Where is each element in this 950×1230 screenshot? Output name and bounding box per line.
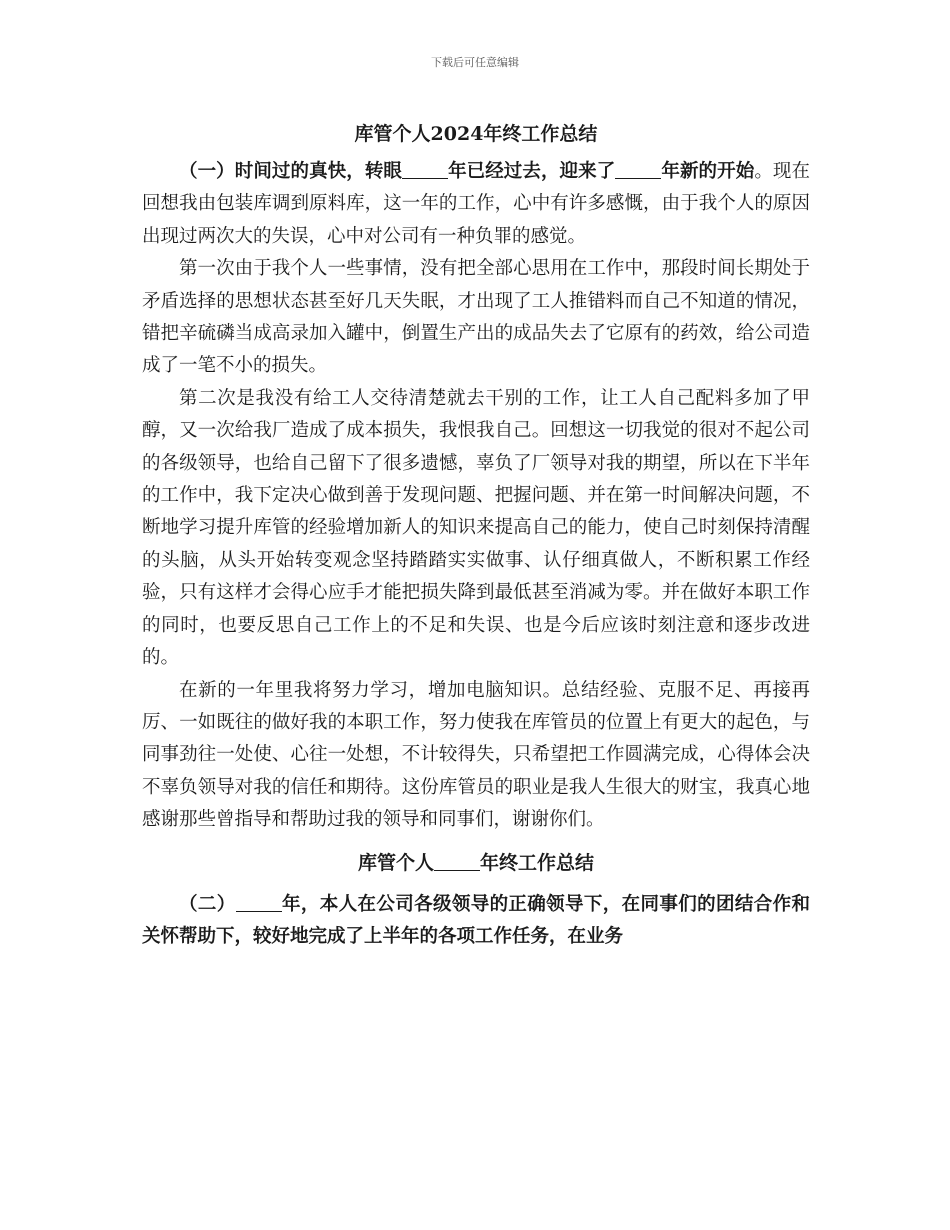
section2-paragraph-1: [142, 889, 810, 954]
blank-underline: [615, 160, 661, 179]
section2-body: 年，本人在公司各级领导的正确领导下，在同事们的团结合作和关怀帮助下，较好地完成了上半年的各项工作任务，在业务: [142, 893, 810, 947]
section1-paragraph-2: 第一次由于我个人一些事情，没有把全部心思用在工作中，那段时间长期处于矛盾选择的思想状态甚至好几天失眠，才出现了工人推错料而自己不知道的情况，错把辛硫磷当成高录加入罐中，倒置生产出的成品失去了它原有的药效，给公司造成了一笔不小的损失。: [142, 258, 810, 377]
intro-bold-a: （一）时间过的真快，转眼: [179, 161, 402, 182]
intro-rest: 。现在回想我由包装库调到原料库，这一年的工作，心中有许多感慨，由于我个人的原因出现过两次大的失误，心中对公司有一种负罪的感觉。: [142, 161, 810, 247]
section1-paragraph-3: 第二次是我没有给工人交待清楚就去干别的工作，让工人自己配料多加了甲醇，又一次给我厂造成了成本损失，我恨我自己。回想这一切我觉的很对不起公司的各级领导，也给自己留下了很多遗憾，辜负了厂领导对我的期望，所以在下半年的工作中，我下定决心做到善于发现问题、把握问题、并在第一时间解决问题，不断地学习提升库管的经验增加新人的知识来提高自己的能力，使自己时刻保持清醒的头脑，从头开始转变观念坚持踏踏实实做事、认仔细真做人，不断积累工作经验，只有这样才会得心应手才能把损失降到最低甚至消减为零。并在做好本职工作的同时，也要反思自己工作上的不足和失误、也是今后应该时刻注意和逐步改进的。: [142, 387, 810, 669]
blank-underline: [402, 160, 448, 179]
blank-underline: [236, 893, 282, 912]
section2-title: [142, 847, 810, 879]
document-body: [142, 118, 810, 953]
section1-paragraph-1: [142, 156, 810, 253]
blank-underline: [434, 852, 480, 871]
document-title: 库管个人2024年终工作总结: [354, 123, 598, 145]
intro-bold-b: 年已经过去，迎来了: [447, 161, 616, 182]
section2-title-a: 库管个人: [357, 851, 434, 874]
header-note: 下载后可任意编辑: [431, 56, 519, 69]
intro-bold-c: 年新的开始: [661, 161, 755, 182]
section2-lead: （二）: [179, 893, 236, 915]
section1-paragraph-4: 在新的一年里我将努力学习，增加电脑知识。总结经验、克服不足、再接再厉、一如既往的做好我的本职工作，努力使我在库管员的位置上有更大的起色，与同事劲往一处使、心往一处想，不计较得失，只希望把工作圆满完成，心得体会决不辜负领导对我的信任和期待。这份库管员的职业是我人生很大的财宝，我真心地感谢那些曾指导和帮助过我的领导和同事们，谢谢你们。: [142, 679, 810, 831]
section2-title-b: 年终工作总结: [480, 851, 595, 874]
